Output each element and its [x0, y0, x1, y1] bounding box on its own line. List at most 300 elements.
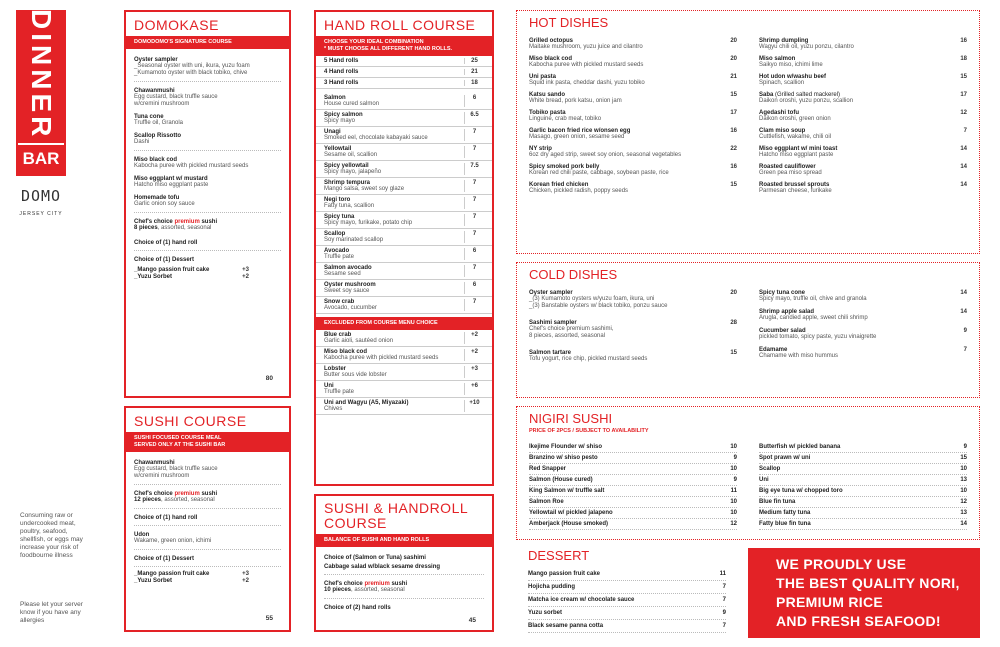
row-price: 13: [960, 477, 967, 483]
dish-info: [529, 350, 647, 363]
nigiri-row: [759, 497, 967, 508]
domokase-chef-choice: Chef's choice premium sushi 8 pieces, assorted, seasonal: [134, 219, 218, 231]
hand-roll-desc: Spicy mayo, jalapeño: [324, 169, 382, 175]
hand-roll-price: 7: [464, 129, 484, 141]
dish-name: Korean fried chicken: [529, 182, 589, 188]
row-name: Branzino w/ shiso pesto: [529, 455, 598, 461]
dish-desc: Saikyo miso, ichimi lime: [759, 62, 823, 68]
menu-item: [126, 195, 289, 208]
dish-item: [529, 146, 737, 159]
row-name: Matcha ice cream w/ chocolate sauce: [528, 597, 635, 603]
hand-roll-row: [316, 330, 492, 347]
sushi-handroll-subtitle: BALANCE OF SUSHI AND HAND ROLLS: [316, 534, 492, 547]
hot-dishes-right: [759, 38, 967, 200]
hand-roll-info: [324, 214, 412, 226]
hand-roll-desc: Sweet soy sauce: [324, 288, 370, 294]
dessert-name: _Mango passion fruit cake: [134, 267, 210, 273]
cold-dishes-title: COLD DISHES: [529, 267, 618, 282]
hand-roll-desc: Garlic aioli, sautéed onion: [324, 338, 394, 344]
item-desc: Truffle oil, Granola: [134, 120, 184, 126]
promo-banner: WE PROUDLY USE THE BEST QUALITY NORI, PREMIUM RICE AND FRESH SEAFOOD!: [748, 548, 980, 638]
hand-roll-desc: Mango salsa, sweet soy glaze: [324, 186, 405, 192]
dish-desc: Masago, green onion, sesame seed: [529, 134, 625, 140]
hand-roll-info: [324, 349, 438, 361]
dish-price: 21: [730, 74, 737, 80]
dish-info: [529, 182, 628, 195]
dish-name: Shrimp dumpling: [759, 38, 809, 44]
domokase-handroll: Choice of (1) hand roll: [134, 240, 198, 246]
hand-roll-price: 7: [464, 299, 484, 311]
hot-dishes-section: [516, 10, 980, 254]
hand-roll-info: [324, 400, 408, 412]
row-name: King Salmon w/ truffle salt: [529, 488, 605, 494]
item-desc: Egg custard, black truffle sauce w/cremini mushroom: [134, 94, 218, 107]
sushi-course-chef-choice: Chef's choice premium sushi 12 pieces, assorted, seasonal: [134, 491, 218, 503]
dessert-name: _Yuzu Sorbet: [134, 274, 173, 280]
nigiri-row: [529, 486, 737, 497]
dish-price: 12: [960, 110, 967, 116]
dessert-price: +2: [242, 578, 249, 584]
dish-desc: Hatcho miso eggplant paste: [759, 152, 834, 158]
hand-roll-row: [316, 178, 492, 195]
nigiri-row: [529, 453, 737, 464]
hand-roll-row: [316, 364, 492, 381]
sushi-course-section: [124, 406, 291, 632]
hand-roll-price: 18: [464, 80, 484, 86]
row-name: Medium fatty tuna: [759, 510, 811, 516]
menu-item: [126, 57, 289, 77]
dish-desc: Linguine, crab meat, tobiko: [529, 116, 602, 122]
hand-roll-price: +3: [464, 366, 484, 378]
sushi-course-subtitle: SUSHI FOCUSED COURSE MEAL SERVED ONLY AT THE SUSHI BAR: [126, 432, 289, 452]
hand-roll-desc: Fatty tuna, scallion: [324, 203, 375, 209]
hand-roll-name: Spicy tuna: [324, 214, 355, 220]
cold-dishes-right: [759, 290, 967, 373]
dessert-list: [528, 568, 726, 633]
hand-roll-info: [324, 146, 377, 158]
dish-price: 17: [730, 110, 737, 116]
dish-price: 15: [730, 350, 737, 356]
dish-name: Katsu sando: [529, 92, 566, 98]
row-name: Amberjack (House smoked): [529, 521, 609, 527]
item-desc: Garlic onion soy sauce: [134, 201, 195, 207]
dessert-price: +3: [242, 267, 249, 273]
dish-price: 14: [960, 309, 967, 315]
hand-roll-name: Avocado: [324, 248, 350, 254]
hand-roll-name: Unagi: [324, 129, 341, 135]
hand-roll-counts: [316, 56, 492, 89]
hand-roll-name: Yellowtail: [324, 146, 352, 152]
dish-info: [759, 182, 832, 195]
dish-name: Saba (Grilled salted mackerel): [759, 92, 841, 98]
hand-roll-price: 6: [464, 248, 484, 260]
hand-roll-name: Negi toro: [324, 197, 351, 203]
hand-roll-info: [324, 163, 381, 175]
nigiri-row: [759, 475, 967, 486]
nigiri-row: [529, 464, 737, 475]
row-price: 10: [730, 510, 737, 516]
dish-item: [529, 92, 737, 105]
hand-roll-row: [316, 67, 492, 78]
hand-roll-desc: Kabocha puree with pickled mustard seeds: [324, 355, 439, 361]
dish-name: Sashimi sampler: [529, 320, 577, 326]
item-desc: Hatcho miso eggplant paste: [134, 182, 209, 188]
hand-roll-list: [316, 93, 492, 314]
dish-item: [529, 74, 737, 87]
hand-roll-price: 7: [464, 146, 484, 158]
sushi-course-handroll: Choice of (1) hand roll: [134, 515, 198, 521]
hand-roll-name: Oyster mushroom: [324, 282, 376, 288]
nigiri-row: [529, 508, 737, 519]
row-name: Butterfish w/ pickled banana: [759, 444, 841, 450]
dish-info: [759, 290, 867, 303]
dish-item: [759, 146, 967, 159]
row-name: Big eye tuna w/ chopped toro: [759, 488, 843, 494]
row-price: 10: [730, 499, 737, 505]
dish-price: 17: [960, 92, 967, 98]
hand-roll-row: [316, 398, 492, 415]
row-name: Salmon Roe: [529, 499, 564, 505]
dish-info: [529, 146, 681, 159]
dish-item: [529, 164, 737, 177]
hand-roll-row: [316, 297, 492, 314]
item-desc: _Seasonal oyster with uni, ikura, yuzu foam _Kumamoto oyster with black tobiko, chive: [134, 63, 250, 76]
dish-desc: White bread, pork katsu, onion jam: [529, 98, 622, 104]
domokase-dessert: Choice of (1) Dessert: [134, 257, 195, 263]
hand-roll-name: Spicy salmon: [324, 112, 363, 118]
hand-roll-row: [316, 212, 492, 229]
hand-roll-name: Uni: [324, 383, 334, 389]
hand-roll-price: 7.5: [464, 163, 484, 175]
hand-roll-desc: Butter sous vide lobster: [324, 372, 387, 378]
logo-city: JERSEY CITY: [19, 211, 63, 217]
item-name: Chawanmushi: [134, 88, 175, 94]
dish-name: Roasted brussel sprouts: [759, 182, 830, 188]
nigiri-row: [759, 486, 967, 497]
dish-info: [759, 347, 838, 360]
hand-roll-name: 4 Hand rolls: [324, 69, 359, 75]
hand-roll-name: Snow crab: [324, 299, 355, 305]
dish-price: 20: [730, 38, 737, 44]
dish-name: Shrimp apple salad: [759, 309, 815, 315]
dish-name: Roasted cauliflower: [759, 164, 816, 170]
hand-roll-desc: Spicy mayo: [324, 118, 356, 124]
row-price: 9: [733, 455, 737, 461]
dish-info: [759, 110, 831, 123]
dish-price: 15: [730, 182, 737, 188]
dish-desc: Maitake mushroom, yuzu juice and cilantro: [529, 44, 643, 50]
dish-item: [759, 182, 967, 195]
dish-item: [759, 347, 967, 360]
hand-roll-desc: Sesame oil, scallion: [324, 152, 378, 158]
dish-item: [529, 38, 737, 51]
row-name: Uni: [759, 477, 769, 483]
hand-roll-price: +6: [464, 383, 484, 395]
nigiri-title: NIGIRI SUSHI: [529, 411, 613, 426]
dish-name: Edamame: [759, 347, 788, 353]
hand-roll-subtitle: CHOOSE YOUR IDEAL COMBINATION * MUST CHOOSE ALL DIFFERENT HAND ROLLS.: [316, 36, 492, 56]
hand-roll-name: Uni and Wagyu (A5, Miyazaki): [324, 400, 409, 406]
dish-name: Uni pasta: [529, 74, 557, 80]
row-price: 12: [960, 499, 967, 505]
hand-roll-name: 3 Hand rolls: [324, 80, 359, 86]
sushi-handroll-chef-choice: Chef's choice premium sushi 10 pieces, assorted, seasonal: [324, 581, 408, 593]
row-price: 12: [730, 521, 737, 527]
row-price: 14: [960, 521, 967, 527]
dish-price: 14: [960, 182, 967, 188]
hand-roll-price: 6.5: [464, 112, 484, 124]
hand-roll-info: [324, 180, 404, 192]
row-price: 11: [719, 571, 726, 577]
dish-info: [759, 309, 868, 322]
hand-roll-info: [324, 112, 363, 124]
row-name: Fatty blue fin tuna: [759, 521, 811, 527]
hand-roll-desc: Sesame seed: [324, 271, 361, 277]
dish-price: 14: [960, 164, 967, 170]
row-name: Hojicha pudding: [528, 584, 575, 590]
hand-roll-price: +2: [464, 349, 484, 361]
hand-roll-title: HAND ROLL COURSE: [324, 17, 476, 33]
hand-roll-desc: Smoked eel, chocolate kabayaki sauce: [324, 135, 428, 141]
hand-roll-section: [314, 10, 494, 486]
dish-item: [759, 128, 967, 141]
dish-info: [529, 128, 630, 141]
hand-roll-info: [324, 383, 354, 395]
dish-desc: Spicy mayo, truffle oil, chive and granola: [759, 296, 867, 302]
dish-price: 20: [730, 290, 737, 296]
nigiri-row: [529, 442, 737, 453]
hand-roll-info: [324, 95, 379, 107]
domokase-price: 80: [265, 375, 273, 382]
sushi-course-dessert-items: [126, 571, 289, 584]
hand-roll-info: [324, 231, 383, 243]
row-name: Blue fin tuna: [759, 499, 796, 505]
item-name: Tuna cone: [134, 114, 164, 120]
dish-name: Miso black cod: [529, 56, 573, 62]
nigiri-row: [759, 519, 967, 530]
item-desc: Dashi: [134, 139, 150, 145]
row-name: Mango passion fruit cake: [528, 571, 601, 577]
dessert-title: DESSERT: [528, 548, 590, 563]
dessert-name: _Yuzu Sorbet: [134, 578, 173, 584]
dish-desc: Korean red chili paste, cabbage, soybean paste, rice: [529, 170, 669, 176]
hand-roll-row: [316, 127, 492, 144]
dish-price: 16: [730, 164, 737, 170]
dish-item: [759, 74, 967, 87]
dish-info: [759, 128, 831, 141]
dish-item: [759, 309, 967, 322]
sushi-course-dessert: Choice of (1) Dessert: [134, 556, 195, 562]
hand-roll-name: Salmon avocado: [324, 265, 372, 271]
hand-roll-name: Spicy yellowtail: [324, 163, 369, 169]
hand-roll-info: [324, 197, 374, 209]
nigiri-row: [759, 442, 967, 453]
dish-price: 14: [960, 146, 967, 152]
menu-item: [126, 133, 289, 146]
dish-info: [529, 290, 667, 310]
hand-roll-row: [316, 93, 492, 110]
dessert-option: [134, 578, 249, 584]
item-name: Miso black cod: [134, 157, 178, 163]
hand-roll-price: +10: [464, 400, 484, 412]
excluded-label: EXCLUDED FROM COURSE MENU CHOICE: [316, 317, 492, 330]
dish-info: [529, 74, 645, 87]
dish-desc: Squid ink pasta, cheddar dashi, yuzu tobiko: [529, 80, 645, 86]
row-price: 10: [960, 466, 967, 472]
dessert-row: [528, 568, 726, 581]
dish-item: [529, 320, 737, 340]
hand-roll-row: [316, 347, 492, 364]
dish-desc: Tofu yogurt, rice chip, pickled mustard seeds: [529, 356, 648, 362]
dish-desc: Chef's choice premium sashimi, 8 pieces, assorted, seasonal: [529, 326, 614, 339]
row-name: Red Snapper: [529, 466, 567, 472]
dessert-option: [134, 267, 249, 273]
sushi-handroll-sashimi: Choice of (Salmon or Tuna) sashimi Cabbage salad w/black sesame dressing: [324, 555, 441, 570]
dish-item: [529, 290, 737, 310]
row-price: 10: [960, 488, 967, 494]
dish-price: 16: [730, 128, 737, 134]
dessert-row: [528, 620, 726, 633]
dish-price: 15: [730, 92, 737, 98]
hand-roll-info: [324, 58, 358, 64]
dish-item: [759, 328, 967, 341]
hand-roll-row: [316, 280, 492, 297]
row-price: 9: [733, 477, 737, 483]
hand-roll-row: [316, 56, 492, 67]
dish-price: 20: [730, 56, 737, 62]
dish-info: [529, 92, 622, 105]
dish-name: Tobiko pasta: [529, 110, 566, 116]
dish-desc: Arugla, candied apple, sweet chili shrimp: [759, 315, 868, 321]
dish-desc: Daikon oroshi, green onion: [759, 116, 831, 122]
row-name: Ikejime Flounder w/ shiso: [529, 444, 603, 450]
hand-roll-name: Blue crab: [324, 332, 352, 338]
dessert-row: [528, 607, 726, 620]
hand-roll-info: [324, 69, 358, 75]
dish-name: Spicy smoked pork belly: [529, 164, 600, 170]
dish-info: [759, 74, 826, 87]
domokase-items: [126, 57, 289, 213]
dish-desc: pickled tomato, spicy paste, yuzu vinaigrette: [759, 334, 877, 340]
hot-dishes-left: [529, 38, 737, 200]
dish-desc: 6oz dry aged strip, sweet soy onion, seasonal vegetables: [529, 152, 682, 158]
dish-info: [529, 38, 643, 51]
dessert-price: +2: [242, 274, 249, 280]
dessert-row: [528, 581, 726, 594]
hand-roll-name: 5 Hand rolls: [324, 58, 359, 64]
dessert-row: [528, 594, 726, 607]
row-price: 10: [730, 444, 737, 450]
dish-price: 22: [730, 146, 737, 152]
hand-roll-name: Salmon: [324, 95, 346, 101]
hand-roll-name: Scallop: [324, 231, 346, 237]
nigiri-row: [529, 497, 737, 508]
dish-item: [529, 56, 737, 69]
domokase-section: [124, 10, 291, 398]
row-price: 10: [730, 466, 737, 472]
dish-name: Spicy tuna cone: [759, 290, 806, 296]
dish-item: [529, 182, 737, 195]
hand-roll-price: 6: [464, 282, 484, 294]
dish-name: Cucumber salad: [759, 328, 806, 334]
nigiri-row: [529, 519, 737, 530]
row-price: 11: [730, 488, 737, 494]
dessert-section: [528, 548, 726, 633]
hand-roll-info: [324, 129, 428, 141]
allergy-notice: Please let your server know if you have any allergies: [20, 601, 83, 624]
dish-item: [759, 56, 967, 69]
row-price: 9: [963, 444, 967, 450]
row-price: 7: [722, 623, 726, 629]
hand-roll-price: 7: [464, 197, 484, 209]
divider: [134, 212, 281, 213]
dish-desc: Cuttlefish, wakame, chili oil: [759, 134, 832, 140]
cold-dishes-left: [529, 290, 737, 373]
dessert-name: _Mango passion fruit cake: [134, 571, 210, 577]
dish-info: [529, 164, 669, 177]
hand-roll-info: [324, 248, 354, 260]
row-price: 9: [722, 610, 726, 616]
dish-desc: _(3) Kumamoto oysters w/yuzu foam, ikura, uni _(3) Banstable oysters w/ black tobiko, ponzu sauce: [529, 296, 668, 309]
sushi-handroll-handrolls: Choice of (2) hand rolls: [324, 605, 391, 611]
dish-item: [529, 128, 737, 141]
hand-roll-desc: Avocado, cucumber: [324, 305, 377, 311]
dish-name: Hot udon w/washu beef: [759, 74, 826, 80]
dish-item: [759, 38, 967, 51]
dish-name: Oyster sampler: [529, 290, 573, 296]
raw-food-warning: Consuming raw or undercooked meat, poultry, seafood, shellfish, or eggs may increase your risk of foodbourne illness: [20, 512, 83, 559]
sushi-handroll-price: 45: [468, 617, 476, 624]
dish-item: [529, 110, 737, 123]
hand-roll-desc: Spicy mayo, furikake, potato chip: [324, 220, 413, 226]
dish-item: [529, 350, 737, 363]
hand-roll-price: 7: [464, 231, 484, 243]
hand-roll-info: [324, 80, 358, 86]
nigiri-row: [529, 475, 737, 486]
dish-price: 16: [960, 38, 967, 44]
dish-desc: Kabocha puree with pickled mustard seeds: [529, 62, 644, 68]
sushi-handroll-title: SUSHI & HANDROLL COURSE: [324, 500, 469, 531]
hand-roll-price: 6: [464, 95, 484, 107]
divider: [134, 81, 281, 82]
dish-price: 28: [730, 320, 737, 326]
item-name: Homemade tofu: [134, 195, 180, 201]
menu-item: [126, 88, 289, 108]
item-desc: Kabocha puree with pickled mustard seeds: [134, 163, 249, 169]
dish-desc: Wagyu chili oil, yuzu ponzu, cilantro: [759, 44, 854, 50]
sushi-handroll-section: [314, 494, 494, 632]
logo: [16, 187, 66, 217]
dish-name: Clam miso soup: [759, 128, 806, 134]
dish-name: NY strip: [529, 146, 552, 152]
hand-roll-name: Shrimp tempura: [324, 180, 371, 186]
hand-roll-row: [316, 78, 492, 89]
hand-roll-price: 25: [464, 58, 484, 64]
hand-roll-row: [316, 381, 492, 398]
row-name: Yellowtail w/ pickled jalapeno: [529, 510, 613, 516]
hand-roll-desc: Truffle pate: [324, 389, 355, 395]
excluded-list: [316, 330, 492, 415]
hand-roll-row: [316, 263, 492, 280]
dessert-option: [134, 274, 249, 280]
item-name: Scallop Rissotto: [134, 133, 182, 139]
hot-dishes-title: HOT DISHES: [529, 15, 609, 30]
dish-name: Miso salmon: [759, 56, 796, 62]
dish-info: [759, 328, 876, 341]
hand-roll-price: 7: [464, 180, 484, 192]
logo-mark: DOMO: [20, 187, 62, 205]
dish-name: Agedashi tofu: [759, 110, 799, 116]
